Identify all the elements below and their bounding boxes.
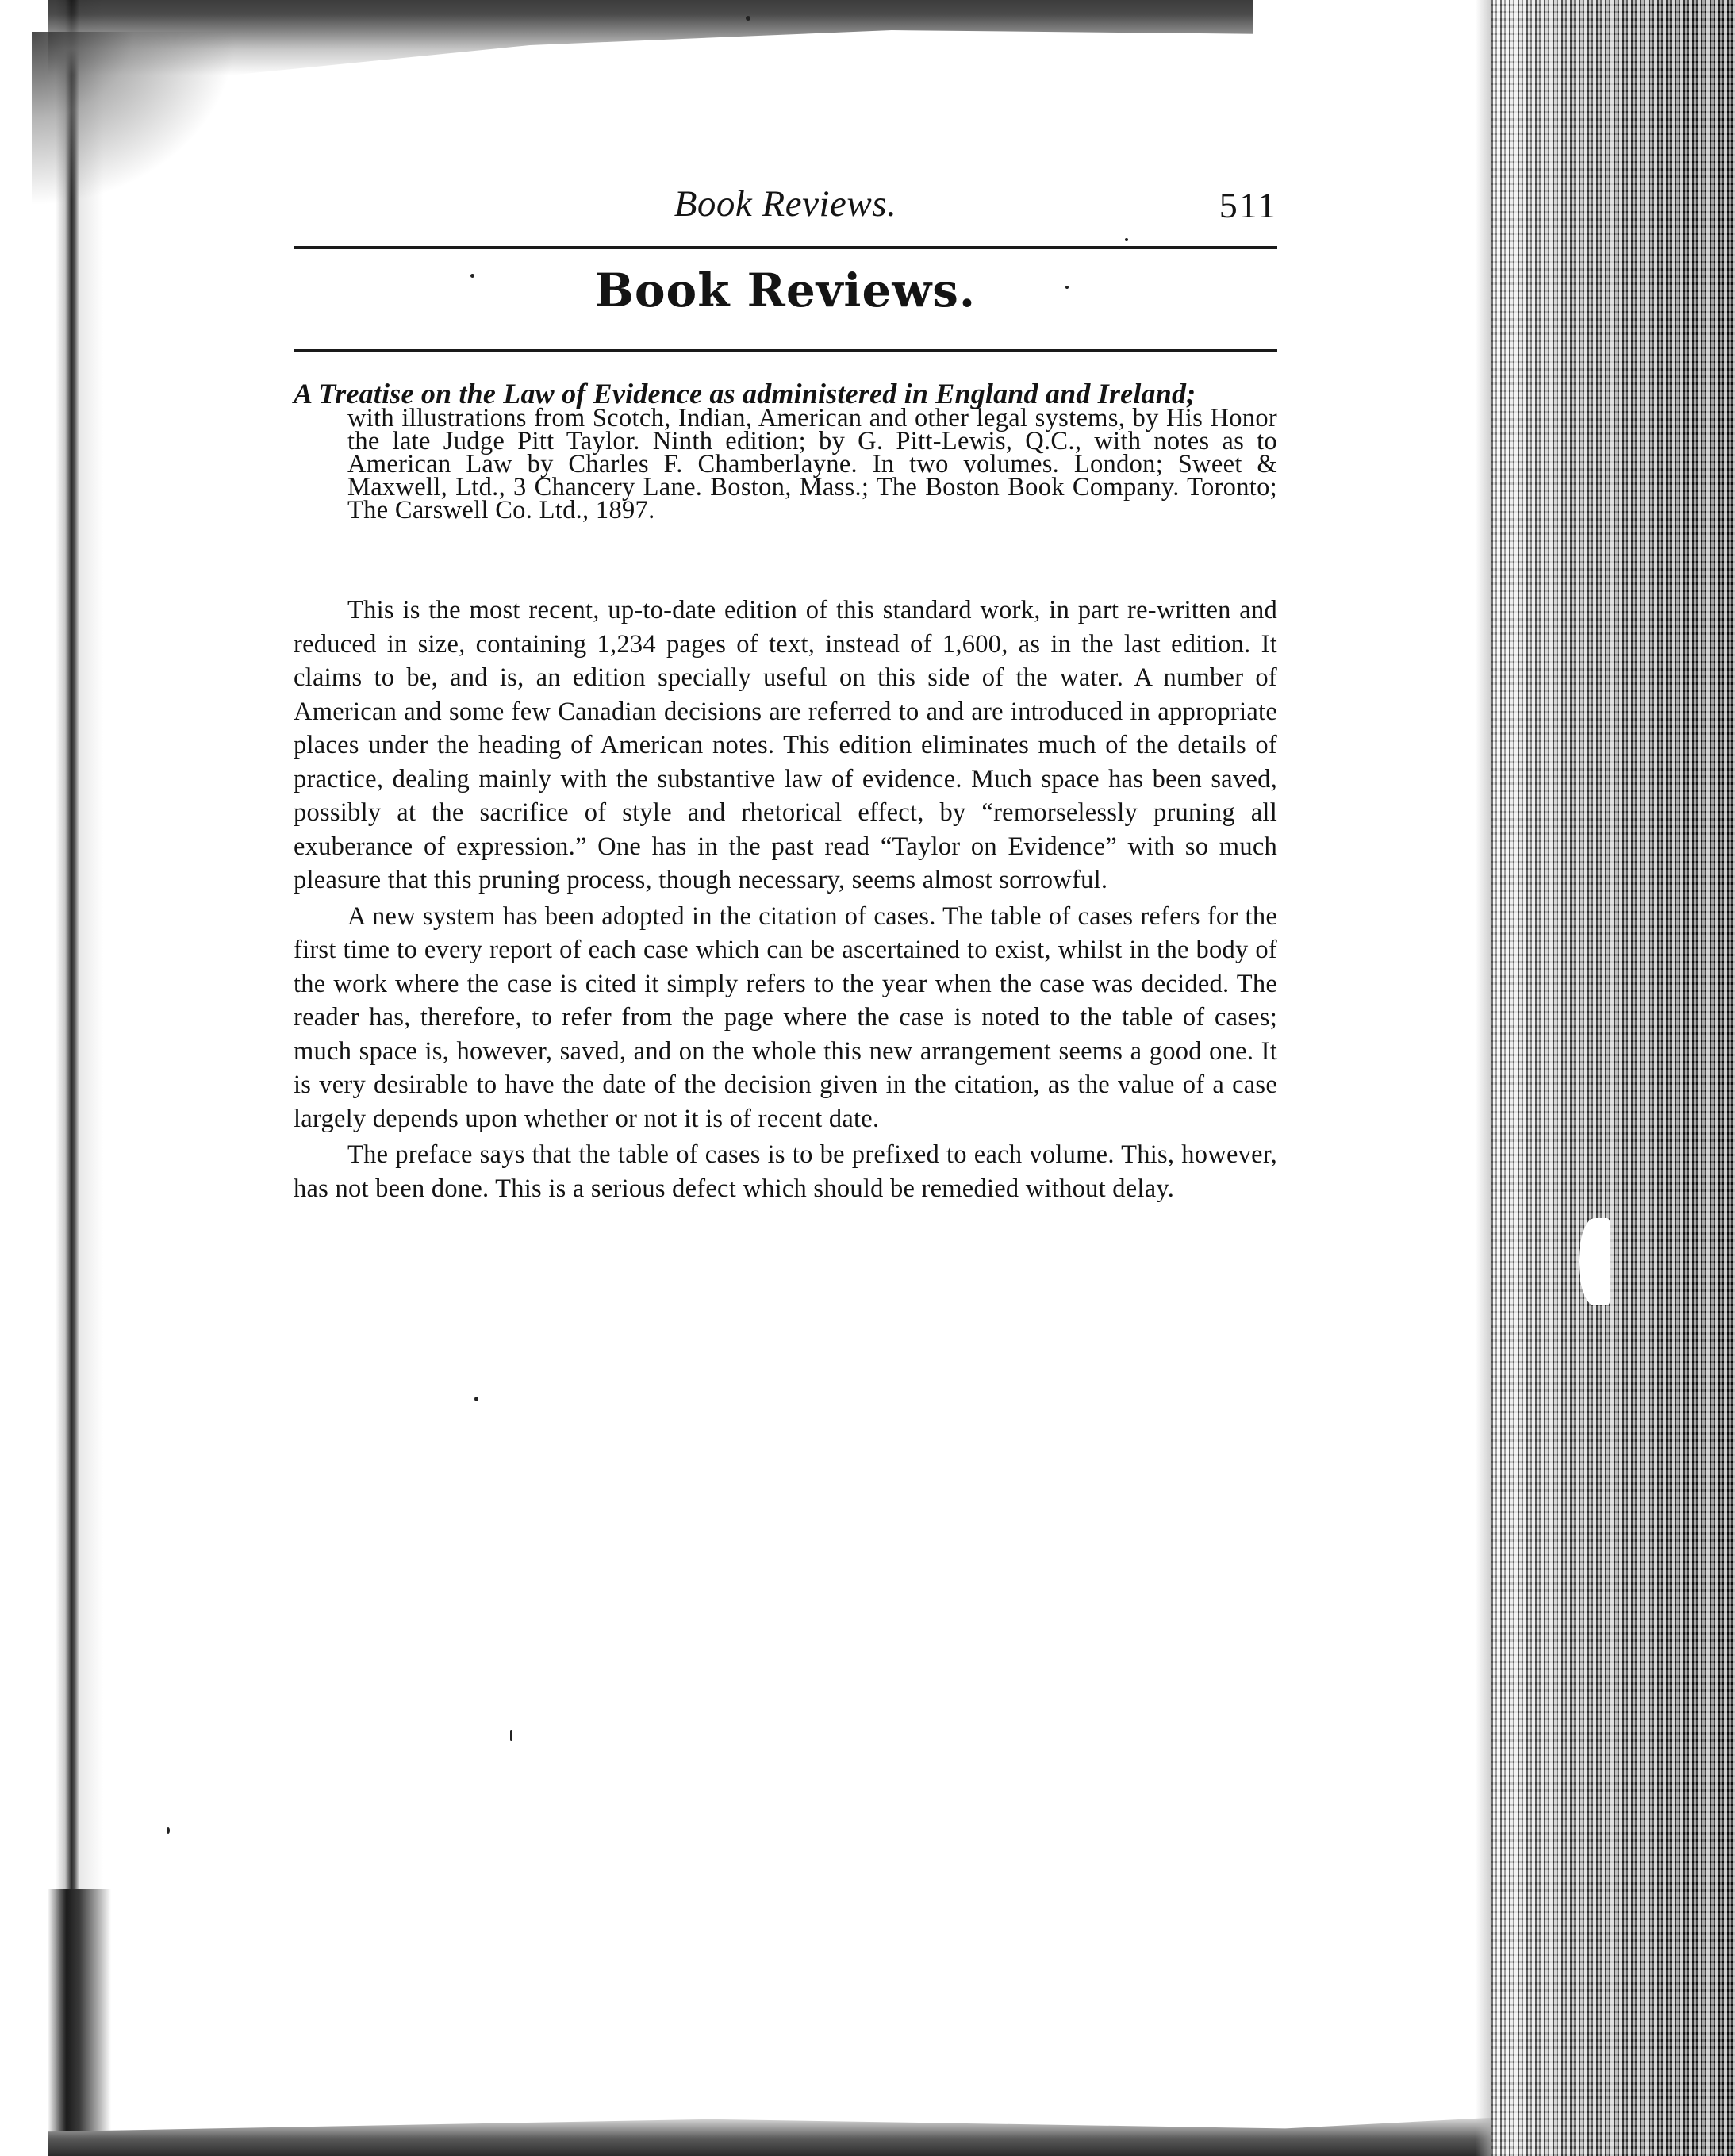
heading-rule (294, 349, 1277, 352)
scan-left-edge (0, 0, 163, 2156)
header-rule (294, 246, 1277, 249)
running-head-title: Book Reviews. (674, 183, 897, 225)
review-body (294, 594, 1277, 1205)
page-number: 511 (1219, 185, 1277, 225)
section-heading: Book Reviews. (594, 263, 977, 317)
book-page (294, 0, 1277, 2156)
review-paragraph: This is the most recent, up-to-date edition of this standard work, in part re-written and reduced in size, containing 1,234 pages of text, instead of 1,600, as in the last edition. It claims to be, and is, an edition specially useful on this side of the water. A number of American and some few Canadian decisions are referred to and are introduced in appropriate places under the heading of American notes. This edition eliminates much of the details of practice, dealing mainly with the substantive law of evidence. Much space has been saved, possibly at the sacrifice of style and rhetorical effect, by “remorselessly pruning all exuberance of expression.” One has in the past read “Taylor on Evidence” with so much pleasure that this pruning process, though necessary, seems almost sorrowful. (294, 596, 1277, 894)
scan-left-bottom-shadow (48, 1889, 111, 2156)
running-head (294, 183, 1277, 246)
scan-top-left-shadow (32, 32, 238, 206)
speck (167, 1827, 170, 1834)
citation-title: A Treatise on the Law of Evidence as administered in England and Ireland; (294, 378, 1196, 409)
review-paragraph: The preface says that the table of cases is to be prefixed to each volume. This, however, has not been done. This is a serious defect which should be remedied without delay. (294, 1140, 1277, 1203)
scan-right-notch (1579, 1218, 1610, 1305)
citation-details: with illustrations from Scotch, Indian, American and other legal systems, by His Honor the late Judge Pitt Taylor. Ninth edition; by G. Pitt-Lewis, Q.C., with notes as to American Law by Charles F. Chamberlayne. In two volumes. London; Sweet & Maxwell, Ltd., 3 Chancery Lane. Boston, Mass.; The Boston Book Company. Toronto; The Carswell Co. Ltd., 1897. (347, 404, 1277, 525)
scan-right-page-stack (1491, 0, 1735, 2156)
book-citation (294, 378, 1277, 525)
review-paragraph: A new system has been adopted in the citation of cases. The table of cases refers for the first time to every report of each case which can be ascertained to exist, whilst in the body of the work where the case is cited it simply refers to the year when the case was decided. The reader has, therefore, to refer from the page where the case is noted to the table of cases; much space is, however, saved, and on the whole this new arrangement seems a good one. It is very desirable to have the date of the decision given in the citation, as the value of a case largely depends upon whether or not it is of recent date. (294, 901, 1277, 1133)
